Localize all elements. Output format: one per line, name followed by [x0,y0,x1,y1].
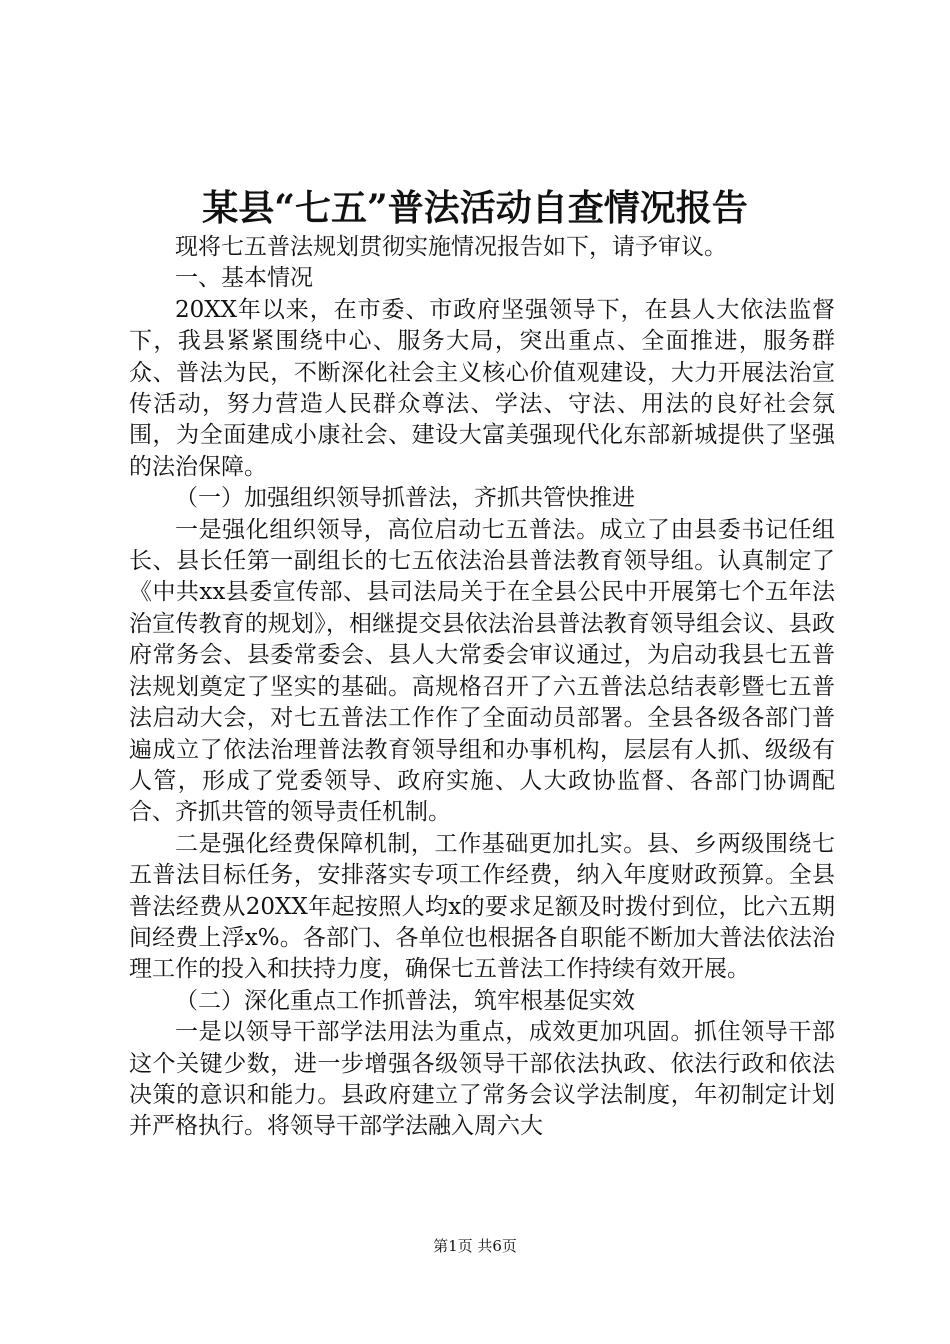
document-body [129,232,835,1143]
paragraph-organization: 一是强化组织领导，高位启动七五普法。成立了由县委书记任组长、县长任第一副组长的七五依法治县普法教育领导组。认真制定了《中共xx县委宣传部、县司法局关于在全县公民中开展第七个五年法治宣传教育的规划》，相继提交县依法治县普法教育领导组会议、县政府常务会、县委常委会、县人大常委会审议通过，为启动我县七五普法规划奠定了坚实的基础。高规格召开了六五普法总结表彰暨七五普法启动大会，对七五普法工作作了全面动员部署。全县各级各部门普遍成立了依法治理普法教育领导组和办事机构，层层有人抓、级级有人管，形成了党委领导、政府实施、人大政协监督、各部门协调配合、齐抓共管的领导责任机制。 [129,516,835,826]
subsection-heading-2: （二）深化重点工作抓普法，筑牢根基促实效 [175,987,635,1014]
document-title: 某县“七五”普法活动自查情况报告 [202,187,748,229]
page-number-footer: 第1页 共6页 [433,1237,517,1255]
subsection-heading-1: （一）加强组织领导抓普法，齐抓共管快推进 [175,485,635,512]
paragraph-overview: 20XX年以来，在市委、市政府坚强领导下，在县人大依法监督下，我县紧紧围绕中心、服务大局，突出重点、全面推进，服务群众、普法为民，不断深化社会主义核心价值观建设，大力开展法治宣传活动，努力营造人民群众尊法、学法、守法、用法的良好社会氛围，为全面建成小康社会、建设大富美强现代化东部新城提供了坚强的法治保障。 [129,296,835,480]
paragraph-intro: 现将七五普法规划贯彻实施情况报告如下，请予审议。 [175,234,727,260]
section-heading-basic: 一、基本情况 [175,265,313,292]
paragraph-funding: 二是强化经费保障机制，工作基础更加扎实。县、乡两级围绕七五普法目标任务，安排落实专项工作经费，纳入年度财政预算。全县普法经费从20XX年起按照人均x的要求足额及时拨付到位，比六五期间经费上浮x%。各部门、各单位也根据各自职能不断加大普法依法治理工作的投入和扶持力度，确保七五普法工作持续有效开展。 [129,830,835,983]
paragraph-leaders: 一是以领导干部学法用法为重点，成效更加巩固。抓住领导干部这个关键少数，进一步增强各级领导干部依法执政、依法行政和依法决策的意识和能力。县政府建立了常务会议学法制度，年初制定计划并严格执行。将领导干部学法融入周六大 [129,1019,835,1140]
